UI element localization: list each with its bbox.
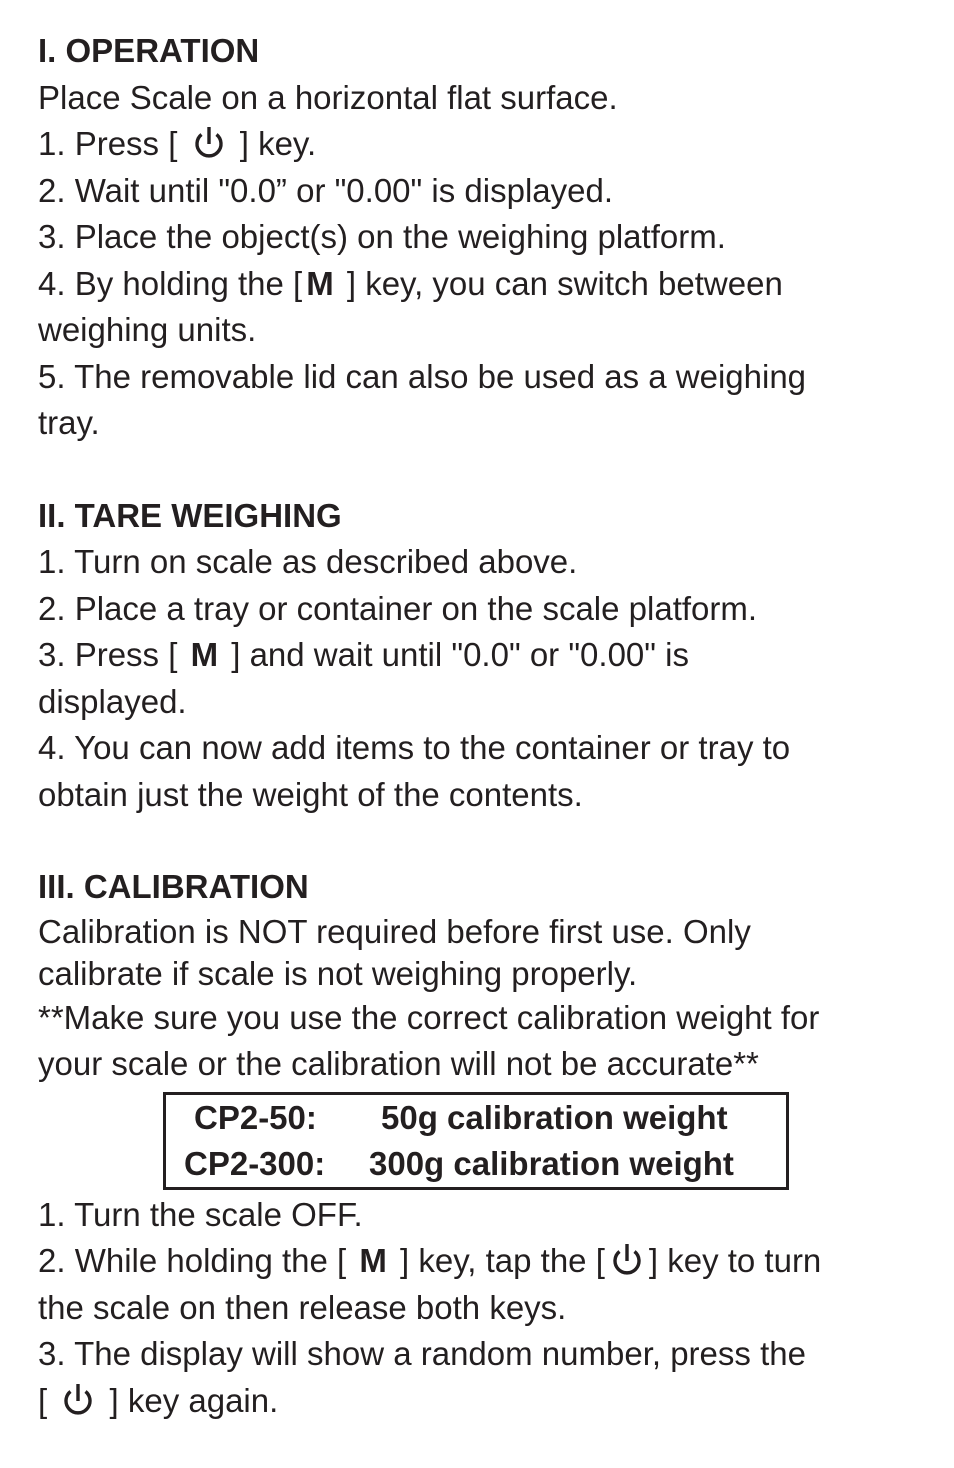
m-key-label: M [190, 636, 219, 673]
calibration-warning-line-2: your scale or the calibration will not be accurate** [38, 1045, 759, 1082]
tare-step-3: 3. Press [ M ] and wait until "0.0" or "0.00" is [38, 636, 689, 673]
m-key-label: M [359, 1242, 387, 1279]
operation-step-5: 5. The removable lid can also be used as a weighing [38, 357, 807, 395]
calibration-heading: III. CALIBRATION [38, 868, 309, 905]
calibration-step-1: 1. Turn the scale OFF. [38, 1195, 363, 1233]
operation-step-4: 4. By holding the [ M ] key, you can switch between [38, 264, 783, 302]
calibration-weight-row [166, 1141, 786, 1187]
operation-step-3: 3. Place the object(s) on the weighing platform. [38, 218, 726, 255]
section-spacer [38, 818, 928, 864]
tare-step-4: 4. You can now add items to the container or tray to [38, 729, 791, 766]
manual-page [38, 28, 928, 1424]
calibration-step-2-cont: the scale on then release both keys. [38, 1288, 567, 1326]
calibration-weight-table [163, 1092, 789, 1190]
tare-step-4-cont: obtain just the weight of the contents. [38, 775, 583, 813]
tare-step-2: 2. Place a tray or container on the scale platform. [38, 589, 758, 627]
operation-step-2: 2. Wait until "0.0” or "0.00" is displayed. [38, 171, 614, 209]
operation-step-5-cont: tray. [38, 404, 100, 441]
weight-description: 50g calibration weight [381, 1098, 728, 1136]
calibration-note-line-1: Calibration is NOT required before first use. Only [38, 912, 751, 950]
calibration-step-2: 2. While holding the [ M ] key, tap the [ ] key to turn [38, 1242, 822, 1279]
calibration-step-3: 3. The display will show a random number, press the [38, 1335, 806, 1372]
section-spacer [38, 447, 928, 493]
operation-step-4-cont: weighing units. [38, 311, 257, 348]
calibration-weight-row [166, 1095, 786, 1141]
calibration-note-line-2: calibrate if scale is not weighing properly. [38, 954, 638, 992]
operation-step-1: 1. Press [ ] key. [38, 125, 317, 162]
tare-step-1: 1. Turn on scale as described above. [38, 543, 578, 580]
model-name: CP2-50: [194, 1098, 317, 1136]
power-icon [58, 1380, 98, 1420]
tare-section [38, 493, 928, 819]
calibration-step-3-cont: [ ] key again. [38, 1381, 279, 1419]
operation-intro: Place Scale on a horizontal flat surface. [38, 78, 618, 116]
tare-step-3-cont: displayed. [38, 682, 187, 720]
operation-heading: I. OPERATION [38, 32, 260, 69]
calibration-warning-line-1: **Make sure you use the correct calibration weight for [38, 998, 820, 1036]
power-icon [189, 123, 229, 163]
operation-section [38, 28, 928, 447]
power-icon [607, 1240, 647, 1280]
weight-description: 300g calibration weight [369, 1144, 734, 1182]
tare-heading: II. TARE WEIGHING [38, 496, 342, 534]
model-name: CP2-300: [184, 1144, 326, 1182]
m-key-label: M [306, 264, 334, 302]
calibration-section [38, 864, 928, 1424]
